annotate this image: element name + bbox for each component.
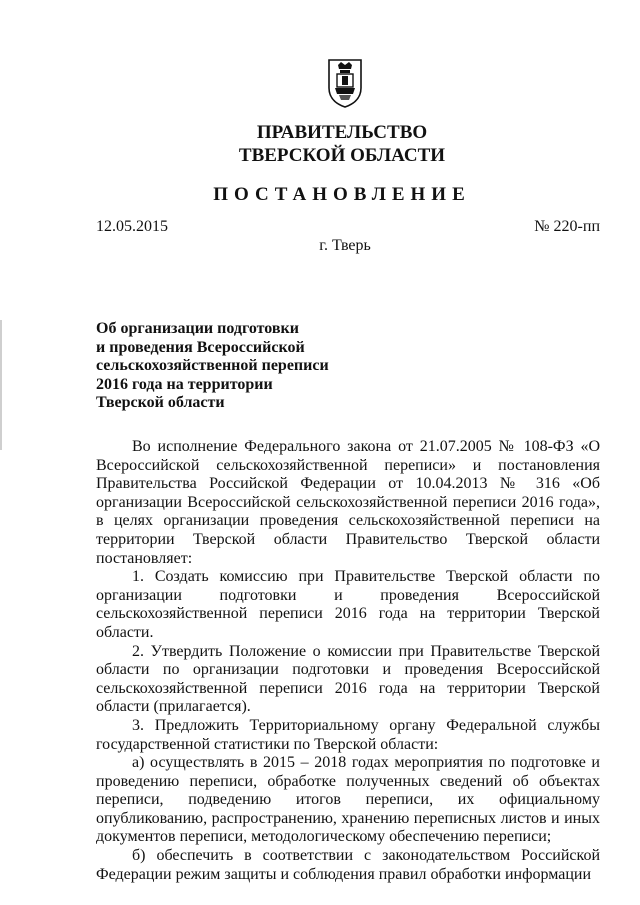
title-line: и проведения Всероссийской [96, 338, 305, 356]
scan-edge-mark [0, 320, 2, 450]
title-line: Об организации подготовки [96, 320, 299, 337]
decree-body [96, 438, 600, 884]
body-paragraph-item-2: 2. Утвердить Положение о комиссии при Правительстве Тверской области по организации подготовки и проведения Всероссийской сельскохозяйственной переписи 2016 года на территории Тверской области (прилагается). [96, 642, 600, 716]
document-type-heading: ПОСТАНОВЛЕНИЕ [213, 184, 471, 205]
decree-number: № 220-пп [534, 218, 600, 235]
title-line: Тверской области [96, 394, 225, 411]
body-paragraph-item-3b: б) обеспечить в соответствии с законодательством Российской Федерации режим защиты и соблюдения правил обработки информации [96, 847, 600, 883]
decree-title [96, 320, 356, 413]
government-name-line1: ПРАВИТЕЛЬСТВО [256, 122, 428, 143]
body-paragraph-item-3a: а) осуществлять в 2015 – 2018 годах мероприятия по подготовке и проведению переписи, обработке полученных сведений об объектах переписи, подведению итогов переписи, их официальному опубликованию, распространению, хранению переписных листов и иных документов переписи, методологическому обеспечению переписи; [96, 754, 600, 846]
tver-coat-of-arms-icon [327, 58, 363, 108]
title-line: сельскохозяйственной переписи [96, 357, 329, 374]
title-line: 2016 года на территории [96, 375, 273, 393]
decree-date: 12.05.2015 [96, 218, 168, 235]
government-name-line2: ТВЕРСКОЙ ОБЛАСТИ [238, 145, 446, 166]
body-paragraph-item-1: 1. Создать комиссию при Правительстве Тверской области по организации подготовки и проведения Всероссийской сельскохозяйственной переписи 2016 года на территории Тверской области. [96, 568, 600, 641]
body-paragraph-preamble: Во исполнение Федерального закона от 21.07.2005 № 108-ФЗ «О Всероссийской сельскохозяйственной переписи» и постановления Правительства Российской Федерации от 10.04.2013 № 316 «Об организации Всероссийской сельскохозяйственной переписи 2016 года», в целях организации проведения сельскохозяйственной переписи на территории Тверской области Правительство Тверской области постановляет: [96, 438, 600, 567]
decree-city: г. Тверь [319, 237, 371, 254]
body-paragraph-item-3: 3. Предложить Территориальному органу Федеральной службы государственной статистики по Тверской области: [96, 716, 600, 753]
